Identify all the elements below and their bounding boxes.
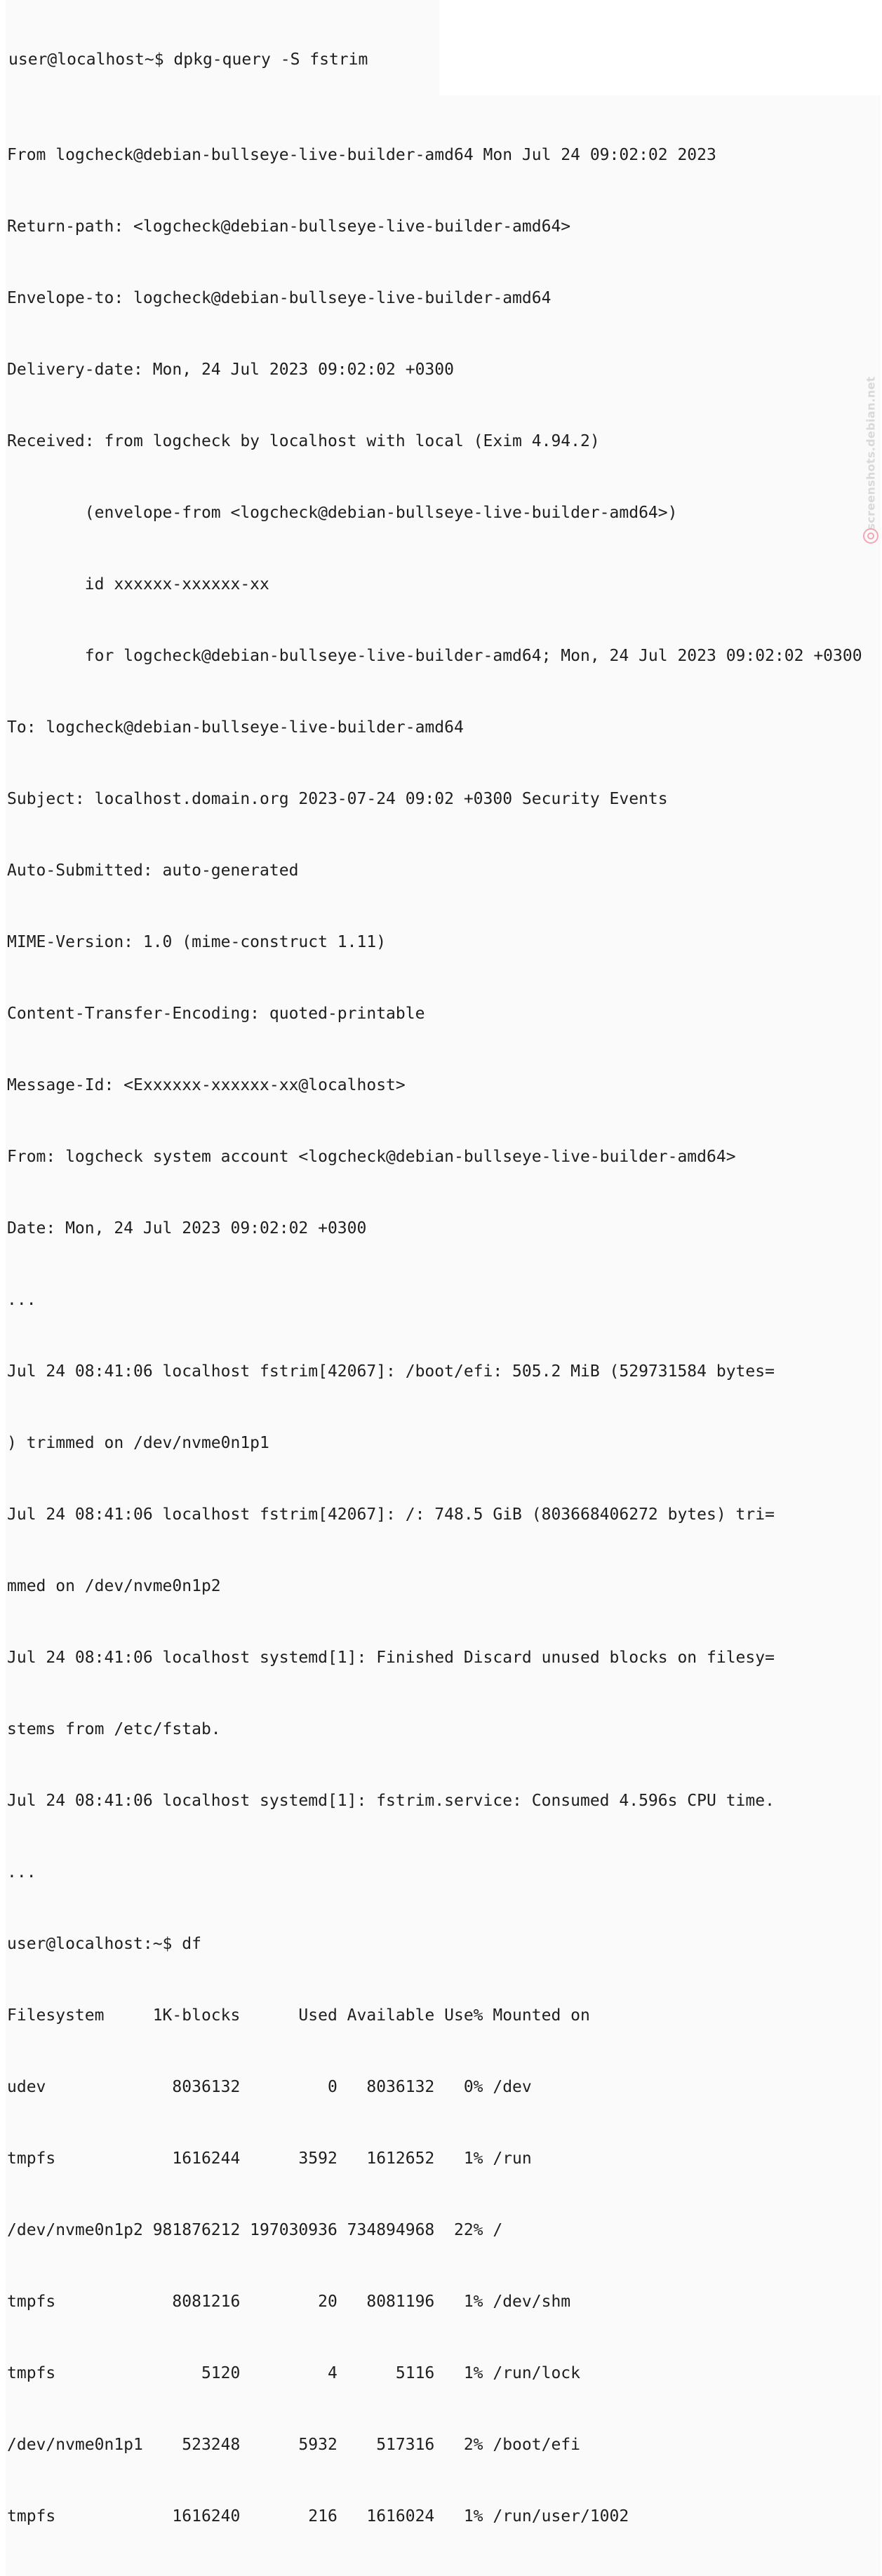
- terminal-line: mmed on /dev/nvme0n1p2: [7, 1577, 221, 1595]
- terminal-line: stems from /etc/fstab.: [7, 1720, 221, 1738]
- mail-and-df-output: [6, 95, 881, 2576]
- terminal-line: From: logcheck system account <logcheck@debian-bullseye-live-builder-amd64>: [7, 1148, 736, 1166]
- terminal-line: Content-Transfer-Encoding: quoted-printable: [7, 1005, 425, 1023]
- watermark-text: screenshots.debian.net: [864, 376, 878, 530]
- terminal-line: Jul 24 08:41:06 localhost systemd[1]: Finished Discard unused blocks on filesy=: [7, 1649, 775, 1667]
- terminal-line: Date: Mon, 24 Jul 2023 09:02:02 +0300: [7, 1219, 367, 1237]
- terminal-line: id xxxxxx-xxxxxx-xx: [7, 575, 269, 593]
- df-row: tmpfs 8081216 20 8081196 1% /dev/shm: [7, 2293, 571, 2311]
- terminal-line: MIME-Version: 1.0 (mime-construct 1.11): [7, 933, 387, 951]
- terminal-line: Message-Id: <Exxxxxx-xxxxxx-xx@localhost>: [7, 1076, 406, 1094]
- terminal-line: Received: from logcheck by localhost with local (Exim 4.94.2): [7, 432, 600, 450]
- terminal-line: Subject: localhost.domain.org 2023-07-24 09:02 +0300 Security Events: [7, 790, 668, 808]
- df-row: tmpfs 1616244 3592 1612652 1% /run: [7, 2149, 532, 2168]
- terminal-line: ...: [7, 1863, 36, 1881]
- df-row: tmpfs 1616240 216 1616024 1% /run/user/1002: [7, 2507, 629, 2525]
- df-row: tmpfs 5120 4 5116 1% /run/lock: [7, 2364, 580, 2382]
- terminal-line: From logcheck@debian-bullseye-live-builder-amd64 Mon Jul 24 09:02:02 2023: [7, 146, 716, 164]
- terminal-line: user@localhost~$ dpkg-query -S fstrim: [8, 51, 368, 69]
- terminal-line: To: logcheck@debian-bullseye-live-builder-amd64: [7, 718, 464, 737]
- terminal-prompt-line: user@localhost:~$ df: [7, 1935, 201, 1953]
- terminal-line: Return-path: <logcheck@debian-bullseye-live-builder-amd64>: [7, 217, 571, 236]
- terminal-line: (envelope-from <logcheck@debian-bullseye-live-builder-amd64>): [7, 504, 678, 522]
- df-header-row: Filesystem 1K-blocks Used Available Use% Mounted on: [7, 2006, 590, 2025]
- df-row: /dev/nvme0n1p2 981876212 197030936 734894968 22% /: [7, 2221, 503, 2239]
- terminal-line: Jul 24 08:41:06 localhost fstrim[42067]: /boot/efi: 505.2 MiB (529731584 bytes=: [7, 1362, 775, 1381]
- watermark: [862, 376, 879, 544]
- df-row: /dev/nvme0n1p1 523248 5932 517316 2% /boot/efi: [7, 2436, 580, 2454]
- terminal-line: Jul 24 08:41:06 localhost systemd[1]: fstrim.service: Consumed 4.596s CPU time.: [7, 1792, 775, 1810]
- terminal-line: ...: [7, 1291, 36, 1309]
- screenshots-logo-icon: [862, 528, 879, 544]
- terminal-line: ) trimmed on /dev/nvme0n1p1: [7, 1434, 269, 1452]
- df-row: udev 8036132 0 8036132 0% /dev: [7, 2078, 532, 2096]
- terminal-line: Envelope-to: logcheck@debian-bullseye-live-builder-amd64: [7, 289, 552, 307]
- terminal-line: Delivery-date: Mon, 24 Jul 2023 09:02:02 +0300: [7, 361, 454, 379]
- terminal-line: Jul 24 08:41:06 localhost fstrim[42067]: /: 748.5 GiB (803668406272 bytes) tri=: [7, 1505, 775, 1524]
- terminal-line: Auto-Submitted: auto-generated: [7, 861, 299, 880]
- terminal-line: for logcheck@debian-bullseye-live-builder-amd64; Mon, 24 Jul 2023 09:02:02 +0300: [7, 647, 862, 665]
